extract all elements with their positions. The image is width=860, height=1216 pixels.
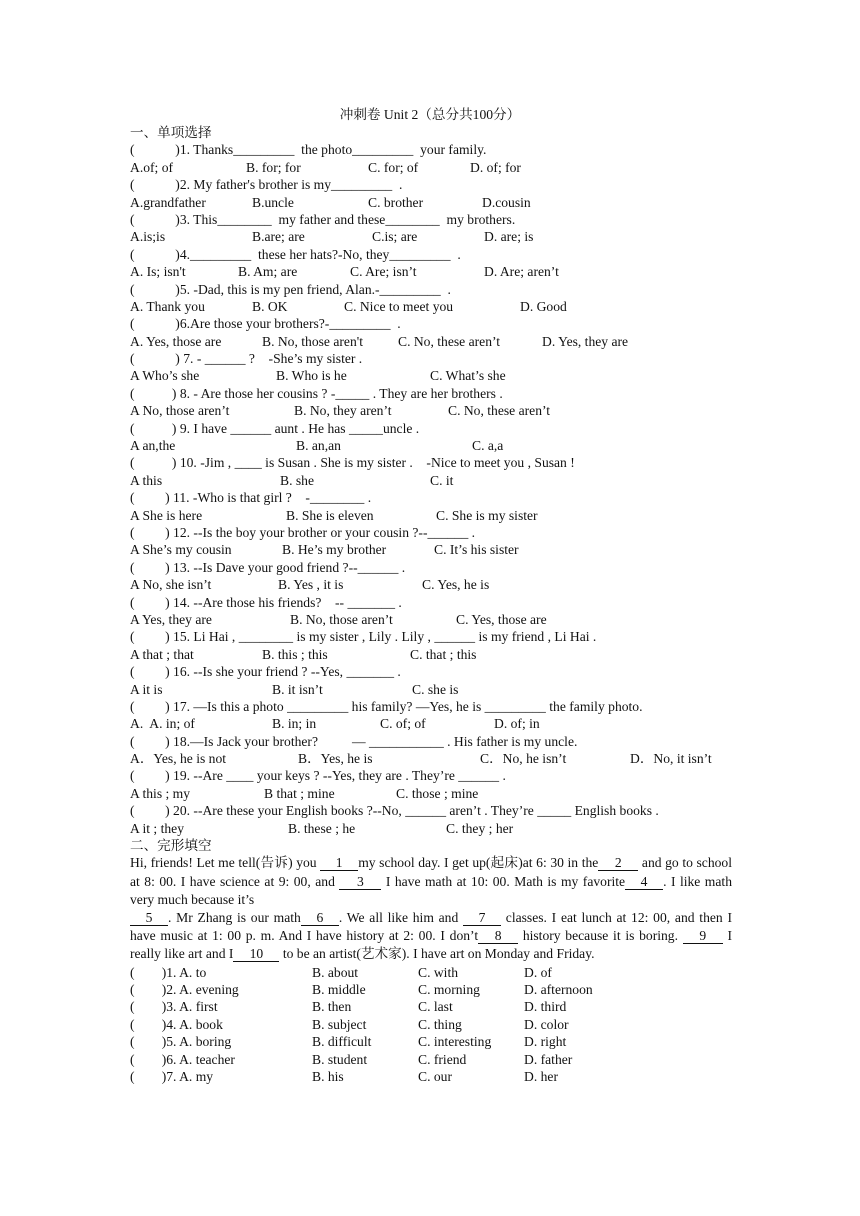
option-text: C. of; of [380, 716, 426, 732]
question-stem: ( ) 11. -Who is that girl ? -________ . [130, 490, 372, 506]
option-text: D. Yes, they are [542, 333, 629, 349]
cloze-blank: 9 [683, 929, 723, 944]
option-text: D. father [524, 1051, 573, 1067]
cloze-blank: 2 [598, 856, 638, 871]
question-stem: ( ) 14. --Are those his friends? -- _______ . [130, 594, 402, 610]
option-text: A. Yes, those are [130, 333, 222, 349]
option-text: C. Are; isn’t [350, 264, 417, 280]
options-row [130, 472, 732, 489]
cloze-question-row [130, 981, 732, 998]
section-heading-cloze: 二、完形填空 [130, 838, 212, 854]
option-text: A She is here [130, 507, 203, 523]
option-text: A.is;is [130, 229, 166, 245]
option-text: C.is; are [372, 229, 418, 245]
option-text: A.of; of [130, 159, 174, 175]
cloze-question-row [130, 1068, 732, 1085]
option-text: A.grandfather [130, 194, 206, 210]
option-text: B. Who is he [276, 368, 347, 384]
option-text: B. then [312, 999, 352, 1015]
option-text: C. last [418, 999, 453, 1015]
option-text: A Who’s she [130, 368, 200, 384]
option-text: C．No, he isn’t [480, 751, 567, 767]
option-text: C. a,a [472, 438, 504, 454]
question-stem: ( )6. A. teacher [130, 1051, 235, 1067]
cloze-question-row [130, 1016, 732, 1033]
cloze-question-row [130, 998, 732, 1015]
question-stem: ( ) 10. -Jim , ____ is Susan . She is my sister . -Nice to meet you , Susan ! [130, 455, 575, 471]
option-text: A it is [130, 681, 163, 697]
question-stem: ( ) 9. I have ______ aunt . He has _____uncle . [130, 420, 420, 436]
option-text: C. She is my sister [436, 507, 538, 523]
option-text: B. middle [312, 982, 366, 998]
cloze-blank: 1 [320, 856, 358, 871]
page-title: 冲刺卷 Unit 2（总分共100分） [339, 107, 521, 122]
option-text: A No, she isn’t [130, 577, 212, 593]
options-row [130, 507, 732, 524]
option-text: C. it [430, 472, 454, 488]
options-row [130, 194, 732, 211]
question-stem: ( )2. My father's brother is my_________ . [130, 177, 403, 193]
option-text: D. of [524, 964, 552, 980]
option-text: C. No, these aren’t [448, 403, 551, 419]
option-text: C. It’s his sister [434, 542, 519, 558]
option-text: B. She is eleven [286, 507, 374, 523]
option-text: A No, those aren’t [130, 403, 230, 419]
option-text: C. that ; this [410, 646, 477, 662]
option-text: B. in; in [272, 716, 317, 732]
option-text: B. his [312, 1068, 344, 1084]
option-text: A She’s my cousin [130, 542, 232, 558]
cloze-blank: 4 [625, 875, 663, 890]
question-stem: ( ) 8. - Are those her cousins ? -_____ . They are her brothers . [130, 385, 503, 401]
cloze-question-row [130, 1051, 732, 1068]
options-row [130, 228, 732, 245]
option-text: B. No, they aren’t [294, 403, 392, 419]
cloze-blank: 7 [463, 911, 501, 926]
option-text: B. No, those aren't [262, 333, 363, 349]
option-text: B. difficult [312, 1034, 372, 1050]
question-stem: ( )3. A. first [130, 999, 218, 1015]
question-stem: ( ) 16. --Is she your friend ? --Yes, _______ . [130, 664, 401, 680]
question-stem: ( ) 7. - ______ ? -She’s my sister . [130, 351, 363, 367]
option-text: C. for; of [368, 159, 419, 175]
option-text: B. Am; are [238, 264, 298, 280]
option-text: D. are; is [484, 229, 534, 245]
options-row [130, 367, 732, 384]
exam-content [130, 124, 732, 1085]
question-stem: ( )1. A. to [130, 964, 207, 980]
option-text: D.cousin [482, 194, 531, 210]
options-row [130, 611, 732, 628]
option-text: C. thing [418, 1016, 462, 1032]
options-row [130, 159, 732, 176]
question-stem: ( )6.Are those your brothers?-_________ . [130, 316, 401, 332]
option-text: A. Thank you [130, 298, 205, 314]
options-row [130, 402, 732, 419]
question-stem: ( ) 12. --Is the boy your brother or your cousin ?--______ . [130, 524, 476, 540]
options-row [130, 263, 732, 280]
option-text: D. afternoon [524, 982, 593, 998]
option-text: C. No, these aren’t [398, 333, 501, 349]
option-text: A this ; my [130, 785, 191, 801]
option-text: D. of; in [494, 716, 540, 732]
cloze-blank: 5 [130, 911, 168, 926]
option-text: A that ; that [130, 646, 194, 662]
option-text: B. it isn’t [272, 681, 323, 697]
option-text: C. friend [418, 1051, 467, 1067]
options-row [130, 541, 732, 558]
option-text: B. she [280, 472, 314, 488]
question-stem: ( ) 13. --Is Dave your good friend ?--______ . [130, 559, 406, 575]
options-row [130, 437, 732, 454]
option-text: B. student [312, 1051, 368, 1067]
options-row [130, 333, 732, 350]
cloze-blank: 3 [339, 875, 381, 890]
question-stem: ( )4._________ these her hats?-No, they_________ . [130, 246, 461, 262]
question-stem: ( )2. A. evening [130, 982, 239, 998]
options-row [130, 750, 732, 767]
option-text: B. No, those aren’t [290, 611, 393, 627]
question-stem: ( )7. A. my [130, 1068, 214, 1084]
option-text: B. Yes , it is [278, 577, 344, 593]
question-stem: ( ) 18.—Is Jack your brother? — ___________ . His father is my uncle. [130, 733, 578, 749]
option-text: C. those ; mine [396, 785, 479, 801]
option-text: A．Yes, he is not [130, 751, 227, 767]
cloze-passage-paragraph: 5 . Mr Zhang is our math 6 . We all like him and 7 classes. I eat lunch at 12: 00, and then I have music at 1: 00 p. m. And I have history at 2: 00. I don’t 8 history because it is boring. 9 I really like art and I 10 to be an artist(艺术家). I have art on Monday and Friday. [130, 910, 732, 962]
option-text: A Yes, they are [130, 611, 212, 627]
option-text: B.are; are [252, 229, 305, 245]
option-text: B. OK [252, 298, 288, 314]
option-text: A it ; they [130, 820, 184, 836]
option-text: A an,the [130, 438, 176, 454]
option-text: C. Yes, those are [456, 611, 547, 627]
question-stem: ( )3. This________ my father and these________ my brothers. [130, 211, 516, 227]
cloze-passage-paragraph: Hi, friends! Let me tell(告诉) you 1 my school day. I get up(起床)at 6: 30 in the 2 and go to school at 8: 00. I have science at 9: 00, and 3 I have math at 10: 00. Math is my favorite 4 . I like math very much because it’s [130, 855, 732, 907]
options-row [130, 681, 732, 698]
cloze-blank: 6 [301, 911, 339, 926]
options-row [130, 820, 732, 837]
option-text: C. Yes, he is [422, 577, 490, 593]
option-text: D. color [524, 1016, 569, 1032]
question-stem: ( )1. Thanks_________ the photo_________ your family. [130, 142, 487, 158]
option-text: C. morning [418, 982, 480, 998]
option-text: C. interesting [418, 1034, 492, 1050]
question-stem: ( )5. -Dad, this is my pen friend, Alan.-_________ . [130, 281, 451, 297]
question-stem: ( )5. A. boring [130, 1034, 232, 1050]
option-text: B. He’s my brother [282, 542, 387, 558]
option-text: A. Is; isn't [130, 264, 186, 280]
option-text: B. an,an [296, 438, 341, 454]
option-text: D. her [524, 1068, 558, 1084]
cloze-blank: 8 [478, 929, 518, 944]
option-text: D. third [524, 999, 567, 1015]
cloze-question-row [130, 1033, 732, 1050]
options-row [130, 715, 732, 732]
option-text: A this [130, 472, 163, 488]
option-text: B．Yes, he is [298, 751, 373, 767]
question-stem: ( )4. A. book [130, 1016, 223, 1032]
option-text: B. subject [312, 1016, 367, 1032]
question-stem: ( ) 15. Li Hai , ________ is my sister , Lily . Lily , ______ is my friend , Li Hai . [130, 629, 597, 645]
option-text: C. they ; her [446, 820, 514, 836]
option-text: D. Good [520, 298, 567, 314]
question-stem: ( ) 19. --Are ____ your keys ? --Yes, they are . They’re ______ . [130, 768, 506, 784]
options-row [130, 298, 732, 315]
option-text: B. this ; this [262, 646, 328, 662]
option-text: B. these ; he [288, 820, 356, 836]
option-text: B. about [312, 964, 359, 980]
options-row [130, 785, 732, 802]
question-stem: ( ) 20. --Are these your English books ?--No, ______ aren’t . They’re _____ English books . [130, 803, 659, 819]
option-text: D. right [524, 1034, 567, 1050]
option-text: A. A. in; of [130, 716, 195, 732]
cloze-question-row [130, 964, 732, 981]
option-text: C. with [418, 964, 459, 980]
question-stem: ( ) 17. —Is this a photo _________ his family? —Yes, he is _________ the family photo. [130, 698, 643, 714]
options-row [130, 576, 732, 593]
option-text: B.uncle [252, 194, 294, 210]
cloze-blank: 10 [233, 947, 279, 962]
option-text: C. she is [412, 681, 459, 697]
option-text: C. What’s she [430, 368, 506, 384]
option-text: D. of; for [470, 159, 521, 175]
option-text: C. brother [368, 194, 424, 210]
option-text: B. for; for [246, 159, 301, 175]
option-text: C. our [418, 1068, 452, 1084]
option-text: D. Are; aren’t [484, 264, 559, 280]
option-text: D．No, it isn’t [630, 751, 712, 767]
section-heading-single-choice: 一、单项选择 [130, 125, 212, 140]
option-text: C. Nice to meet you [344, 298, 454, 314]
options-row [130, 646, 732, 663]
option-text: B that ; mine [264, 785, 335, 801]
